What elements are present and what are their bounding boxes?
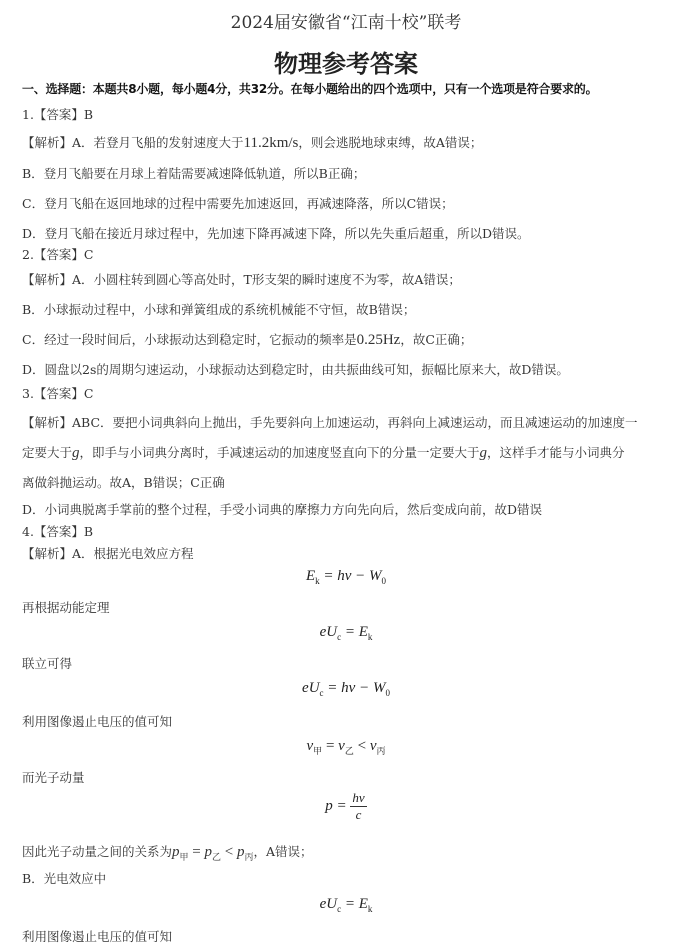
q4-text: 因此光子动量之间的关系为 <box>22 844 173 859</box>
q4-text3: 联立可得 <box>22 656 73 671</box>
g-symbol: g <box>479 445 488 461</box>
q4-text6: 因此光子动量之间的关系为$p_甲 = p_乙 < p_丙$，A错误； <box>22 844 313 862</box>
equation-kinetic-energy-2: $eU_c = E_k$ <box>319 896 373 914</box>
q4-b-intro: B．光电效应中 <box>22 871 107 886</box>
q4-answer: 4.【答案】B <box>22 524 94 539</box>
q4-text5: 而光子动量 <box>22 770 85 785</box>
equation-kinetic-energy: $eU_c = E_k$ <box>319 624 373 642</box>
q3-text: ，即手与小词典分离时，手减速运动的加速度竖直向下的分量一定要大于 <box>79 445 480 460</box>
q3-answer: 3.【答案】C <box>22 386 94 401</box>
page-title: 物理参考答案 <box>274 50 418 78</box>
q2-c-suffix: ，故C正确； <box>400 332 473 347</box>
q3-text: ，这样手才能与小词典分 <box>487 445 625 460</box>
q1-a-text: 【解析】A．若登月飞船的发射速度大于 <box>22 135 244 150</box>
q3-abc-line2 <box>22 443 625 462</box>
equation-photoelectric: $E_k = h\nu - W_0$ <box>305 568 387 586</box>
section-heading: 一、选择题：本题共8小题，每小题4分，共32分。在每小题给出的四个选项中，只有一个选项是符合要求的。 <box>22 82 598 96</box>
q4-text: ，A错误； <box>253 844 313 859</box>
q1-option-b: B．登月飞船要在月球上着陆需要减速降低轨道，所以B正确； <box>22 166 366 181</box>
q1-option-c: C．登月飞船在返回地球的过程中需要先加速返回，再减速降落，所以C错误； <box>22 196 454 211</box>
q2-c-value: 0.25Hz <box>356 332 401 348</box>
exam-title: 2024届安徽省“江南十校”联考 <box>230 13 462 33</box>
equation-momentum: p = $\frac{h\nu}{c}$ <box>325 790 365 822</box>
q2-option-c <box>22 330 472 349</box>
q4-text4: 利用图像遏止电压的值可知 <box>22 714 173 729</box>
g-symbol: g <box>72 445 80 461</box>
q2-c-text: C．经过一段时间后，小球振动达到稳定时，它振动的频率是 <box>22 332 357 347</box>
equation-frequency: $\nu_甲 = \nu_乙 < \nu_丙$ <box>306 738 386 756</box>
q2-option-a: 【解析】A．小圆柱转到圆心等高处时，T形支架的瞬时速度不为零，故A错误； <box>22 272 461 287</box>
q1-answer: 1.【答案】B <box>22 107 94 122</box>
q3-abc-line1: 【解析】ABC．要把小词典斜向上抛出，手先要斜向上加速运动，再斜向上减速运动，而且减速运动的加速度一 <box>22 415 638 430</box>
equation-combined: $eU_c = h\nu - W_0$ <box>302 680 390 698</box>
q3-abc-line3: 离做斜抛运动。故A，B错误；C正确 <box>22 475 225 490</box>
q4-text7: 利用图像遏止电压的值可知 <box>22 929 173 944</box>
q4-text2: 再根据动能定理 <box>22 600 110 615</box>
q1-a-suffix: ，则会逃脱地球束缚，故A错误； <box>298 135 483 150</box>
q4-a-intro: 【解析】A．根据光电效应方程 <box>22 546 194 561</box>
q3-option-d: D．小词典脱离手掌前的整个过程，手受小词典的摩擦力方向先向后，然后变成向前，故D错误 <box>22 502 543 517</box>
q2-answer: 2.【答案】C <box>22 247 94 262</box>
q1-a-value: 11.2km/s <box>243 135 299 151</box>
q2-option-b: B．小球振动过程中，小球和弹簧组成的系统机械能不守恒，故B错误； <box>22 302 416 317</box>
q1-option-a <box>22 133 482 152</box>
q3-text: 定要大于 <box>22 445 73 460</box>
q2-option-d: D．圆盘以2s的周期匀速运动，小球振动达到稳定时，由共振曲线可知，振幅比原来大，故D错误。 <box>22 362 569 377</box>
q1-option-d: D．登月飞船在接近月球过程中，先加速下降再减速下降，所以先失重后超重，所以D错误。 <box>22 226 530 241</box>
